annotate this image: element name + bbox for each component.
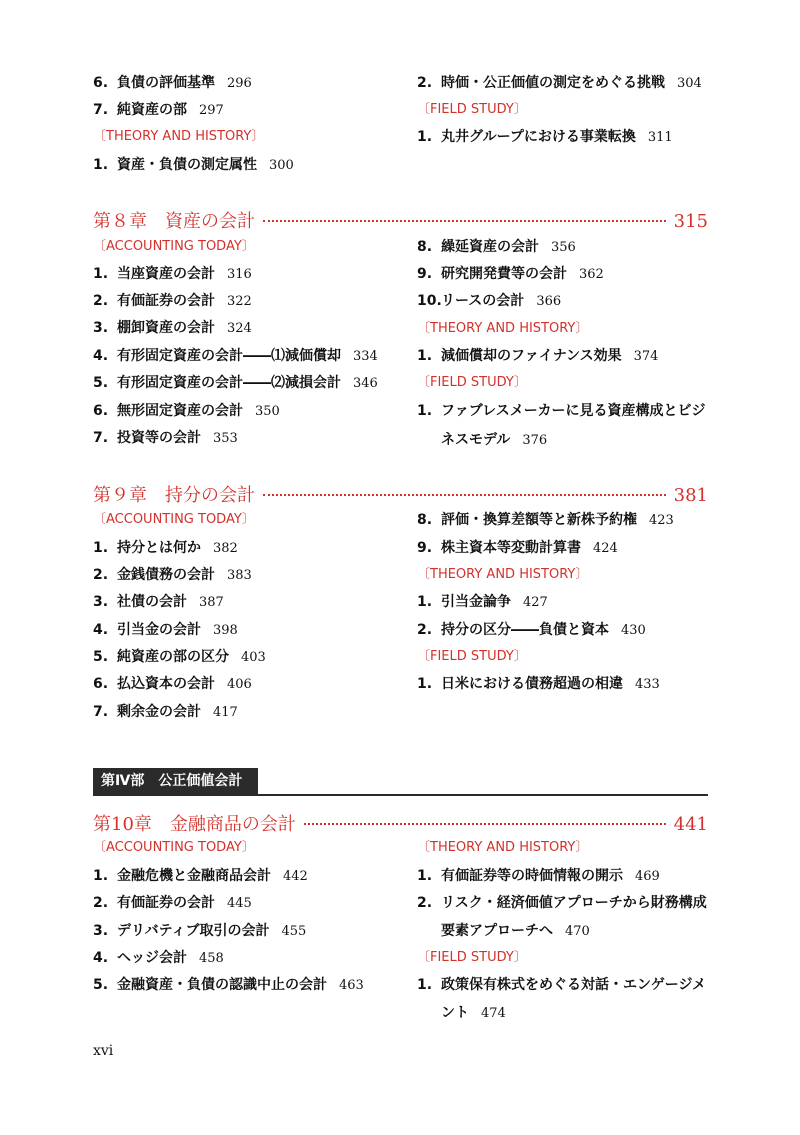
leader-dots [263,220,666,222]
chapter-title: 第８章 資産の会計 [93,211,255,232]
chapter-10-heading [93,810,708,836]
chapter-8-heading [93,207,708,233]
toc-entry: 6. 無形固定資産の会計 350 [93,403,280,419]
toc-entry: 5. 有形固定資産の会計――⑵減損会計 346 [93,375,378,391]
toc-entry: 1. ファブレスメーカーに見る資産構成とビジ [417,403,706,419]
toc-entry: 5. 純資産の部の区分 403 [93,649,266,665]
toc-entry: 1. 引当金論争 427 [417,594,548,610]
toc-entry: 8. 繰延資産の会計 356 [417,239,576,255]
toc-entry: 1. 減価償却のファイナンス効果 374 [417,348,659,364]
toc-entry: 要素アプローチへ 470 [441,923,590,939]
toc-entry: 6. 払込資本の会計 406 [93,676,252,692]
toc-entry: 3. 棚卸資産の会計 324 [93,320,252,336]
section-label: 〔FIELD STUDY〕 [417,950,527,965]
toc-entry: 1. 金融危機と金融商品会計 442 [93,868,308,884]
part-4-heading: 第Ⅳ部 公正価値会計 [93,768,258,794]
chapter-page: 381 [673,485,708,506]
toc-entry: 2. 金銭債務の会計 383 [93,567,252,583]
toc-entry: 7. 剰余金の会計 417 [93,704,238,720]
toc-entry: 2. 時価・公正価値の測定をめぐる挑戦 304 [417,75,702,91]
chapter-page: 315 [673,211,708,232]
section-label: 〔ACCOUNTING TODAY〕 [93,239,255,254]
toc-entry: 1. 持分とは何か 382 [93,540,238,556]
toc-entry: 7. 純資産の部 297 [93,102,224,118]
part-divider [93,794,708,796]
toc-entry: 6. 負債の評価基準 296 [93,75,252,91]
toc-entry: 2. 有価証券の会計 445 [93,895,252,911]
chapter-9-heading [93,481,708,507]
toc-entry: 3. 社債の会計 387 [93,594,224,610]
toc-entry: ネスモデル 376 [441,432,548,448]
section-label: 〔FIELD STUDY〕 [417,102,527,117]
leader-dots [263,494,666,496]
section-label: 〔ACCOUNTING TODAY〕 [93,840,255,855]
toc-entry: 1. 政策保有株式をめぐる対話・エンゲージメ [417,977,707,993]
toc-entry: 2. 有価証券の会計 322 [93,293,252,309]
toc-entry: 3. デリバティブ取引の会計 455 [93,923,307,939]
toc-entry: 2. 持分の区分――負債と資本 430 [417,622,646,638]
toc-entry: 4. 引当金の会計 398 [93,622,238,638]
toc-entry: 8. 評価・換算差額等と新株予約権 423 [417,512,674,528]
chapter-title: 第10章 金融商品の会計 [93,814,296,835]
chapter-title: 第９章 持分の会計 [93,485,255,506]
leader-dots [304,823,666,825]
toc-entry: 4. ヘッジ会計 458 [93,950,224,966]
toc-entry: 1. 有価証券等の時価情報の開示 469 [417,868,660,884]
page-folio: xvi [93,1043,114,1059]
chapter-page: 441 [673,814,708,835]
toc-entry: 5. 金融資産・負債の認識中止の会計 463 [93,977,364,993]
toc-entry: 1. 当座資産の会計 316 [93,266,252,282]
section-label: 〔ACCOUNTING TODAY〕 [93,512,255,527]
section-label: 〔FIELD STUDY〕 [417,649,527,664]
toc-entry: 9. 研究開発費等の会計 362 [417,266,604,282]
toc-entry: ント 474 [441,1005,506,1021]
section-label: 〔FIELD STUDY〕 [417,375,527,390]
toc-entry: 10.リースの会計 366 [417,293,562,309]
section-label: 〔THEORY AND HISTORY〕 [417,321,589,336]
toc-entry: 1. 丸井グループにおける事業転換 311 [417,129,673,145]
section-label: 〔THEORY AND HISTORY〕 [417,567,589,582]
toc-entry: 1. 資産・負債の測定属性 300 [93,157,294,173]
toc-entry: 4. 有形固定資産の会計――⑴減価償却 334 [93,348,378,364]
section-label: 〔THEORY AND HISTORY〕 [417,840,589,855]
section-label: 〔THEORY AND HISTORY〕 [93,129,265,144]
toc-entry: 7. 投資等の会計 353 [93,430,238,446]
toc-entry: 2. リスク・経済価値アプローチから財務構成 [417,895,707,911]
toc-entry: 1. 日米における債務超過の相違 433 [417,676,660,692]
toc-entry: 9. 株主資本等変動計算書 424 [417,540,618,556]
